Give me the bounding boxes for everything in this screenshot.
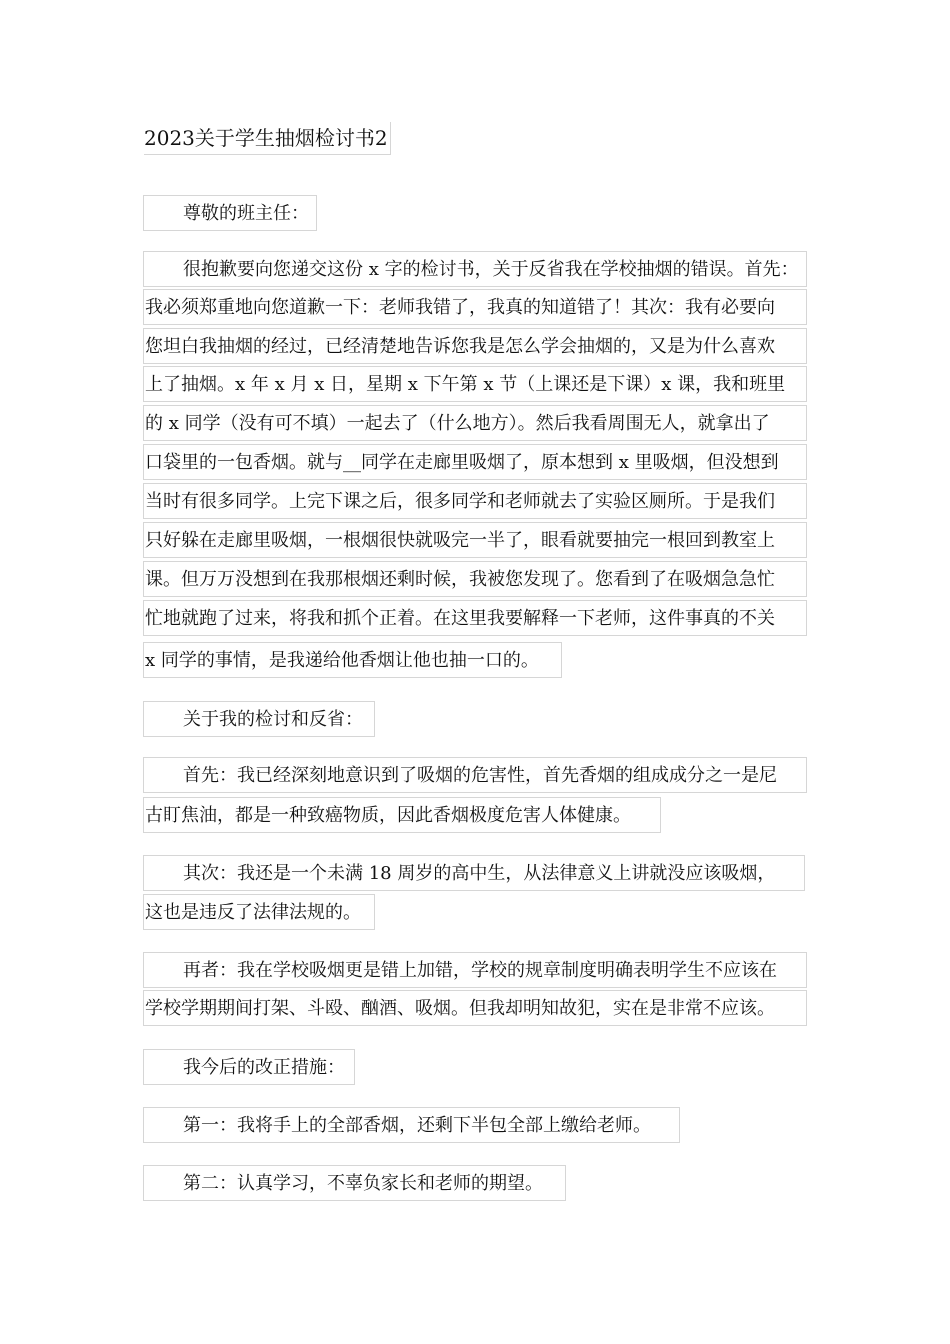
measure-item: 第一：我将手上的全部香烟，还剩下半包全部上缴给老师。 bbox=[143, 1107, 680, 1143]
text-line: 忙地就跑了过来，将我和抓个正着。在这里我要解释一下老师，这件事真的不关 bbox=[143, 600, 807, 636]
section-heading-corrections: 我今后的改正措施： bbox=[143, 1049, 355, 1085]
text-line: 口袋里的一包香烟。就与__同学在走廊里吸烟了，原本想到 x 里吸烟，但没想到 bbox=[143, 444, 807, 480]
text-line: 只好躲在走廊里吸烟，一根烟很快就吸完一半了，眼看就要抽完一根回到教室上 bbox=[143, 522, 807, 558]
section-heading-reflection: 关于我的检讨和反省： bbox=[143, 701, 375, 737]
text-line: 古盯焦油，都是一种致癌物质，因此香烟极度危害人体健康。 bbox=[143, 797, 661, 833]
text-line: 您坦白我抽烟的经过，已经清楚地告诉您我是怎么学会抽烟的，又是为什么喜欢 bbox=[143, 328, 807, 364]
text-line: 课。但万万没想到在我那根烟还剩时候，我被您发现了。您看到了在吸烟急急忙 bbox=[143, 561, 807, 597]
measure-item: 第二：认真学习，不辜负家长和老师的期望。 bbox=[143, 1165, 566, 1201]
text-line: 再者：我在学校吸烟更是错上加错，学校的规章制度明确表明学生不应该在 bbox=[143, 952, 807, 988]
text-line: 我必须郑重地向您道歉一下：老师我错了，我真的知道错了！其次：我有必要向 bbox=[143, 289, 807, 325]
salutation: 尊敬的班主任： bbox=[143, 195, 317, 231]
text-line: 这也是违反了法律法规的。 bbox=[143, 894, 375, 930]
text-line: 上了抽烟。x 年 x 月 x 日，星期 x 下午第 x 节（上课还是下课）x 课，我和班里 bbox=[143, 366, 807, 402]
document-title: 2023关于学生抽烟检讨书2 bbox=[144, 122, 391, 155]
text-line: 其次：我还是一个未满 18 周岁的高中生，从法律意义上讲就没应该吸烟， bbox=[143, 855, 805, 891]
text-line: 学校学期期间打架、斗殴、酗酒、吸烟。但我却明知故犯，实在是非常不应该。 bbox=[143, 990, 807, 1026]
text-line: 当时有很多同学。上完下课之后，很多同学和老师就去了实验区厕所。于是我们 bbox=[143, 483, 807, 519]
text-line: 的 x 同学（没有可不填）一起去了（什么地方）。然后我看周围无人，就拿出了 bbox=[143, 405, 807, 441]
text-line: x 同学的事情，是我递给他香烟让他也抽一口的。 bbox=[143, 642, 562, 678]
text-line: 很抱歉要向您递交这份 x 字的检讨书，关于反省我在学校抽烟的错误。首先： bbox=[143, 251, 807, 287]
text-line: 首先：我已经深刻地意识到了吸烟的危害性，首先香烟的组成成分之一是尼 bbox=[143, 757, 807, 793]
